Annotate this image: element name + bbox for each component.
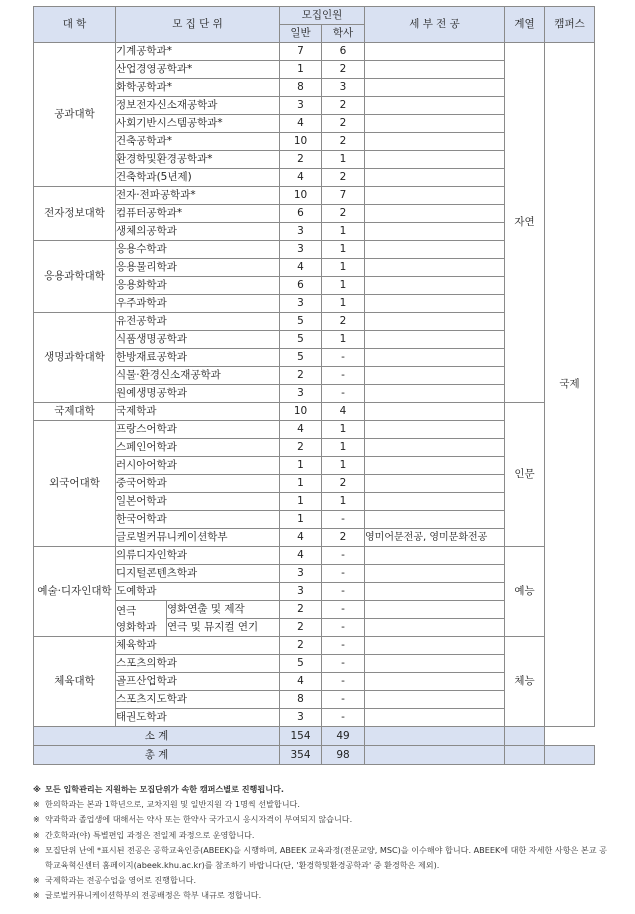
film-unit-line2: 영화학과 — [116, 620, 157, 633]
major-cell — [365, 439, 505, 457]
note-mark: ※ — [33, 799, 40, 810]
total-label: 총 계 — [34, 746, 280, 765]
major-cell — [365, 187, 505, 205]
transfer-count: 1 — [322, 493, 365, 511]
unit-name: 디지털콘텐츠학과 — [116, 565, 280, 583]
unit-name: 국제학과 — [116, 403, 280, 421]
major-cell — [365, 97, 505, 115]
transfer-count: - — [322, 547, 365, 565]
transfer-count: 1 — [322, 295, 365, 313]
college-name: 공과대학 — [34, 43, 116, 187]
total-empty — [365, 746, 505, 765]
major-cell — [365, 673, 505, 691]
transfer-count: 2 — [322, 133, 365, 151]
transfer-count: 2 — [322, 115, 365, 133]
general-count: 4 — [280, 115, 322, 133]
note-text: 글로벌커뮤니케이션학부의 전공배정은 학부 내규로 정합니다. — [45, 890, 262, 901]
transfer-count: - — [322, 583, 365, 601]
note-item — [33, 843, 613, 873]
general-count: 5 — [280, 349, 322, 367]
college-name: 예술·디자인대학 — [34, 547, 116, 637]
unit-name: 스페인어학과 — [116, 439, 280, 457]
general-count: 1 — [280, 61, 322, 79]
unit-name: 한국어학과 — [116, 511, 280, 529]
transfer-count: - — [322, 367, 365, 385]
header-college: 대 학 — [34, 7, 116, 43]
unit-name: 응용수학과 — [116, 241, 280, 259]
note-text: 한의학과는 본과 1학년으로, 교차지원 및 일반지원 각 1명씩 선발합니다. — [45, 799, 300, 810]
general-count: 4 — [280, 169, 322, 187]
unit-name: 건축공학과* — [116, 133, 280, 151]
transfer-count: - — [322, 655, 365, 673]
major-cell — [365, 349, 505, 367]
major-cell — [365, 223, 505, 241]
table-row — [34, 547, 595, 565]
unit-name: 골프산업학과 — [116, 673, 280, 691]
unit-name: 건축학과(5년제) — [116, 169, 280, 187]
major-cell — [365, 637, 505, 655]
college-name: 국제대학 — [34, 403, 116, 421]
transfer-count: 6 — [322, 43, 365, 61]
note-text: 모집단위 난에 *표시된 전공은 공학교육인증(ABEEK)을 시행하며, ABEEK 교육과정(전문교양, MSC)을 이수해야 합니다. ABEEK에 대한 자세한 사항은 본교 공학교육혁신센터 홈페이지(abeek.khu.ac.kr)를 참조하기 바랍니다(단, '환경학및환경공학과' 중 환경학은 제외). — [45, 844, 607, 870]
transfer-count: 2 — [322, 475, 365, 493]
general-count: 2 — [280, 637, 322, 655]
transfer-count: - — [322, 673, 365, 691]
unit-name: 스포츠지도학과 — [116, 691, 280, 709]
unit-name: 화학공학과* — [116, 79, 280, 97]
field-sports: 체능 — [505, 637, 545, 727]
major-cell — [365, 43, 505, 61]
general-count: 6 — [280, 277, 322, 295]
college-name: 체육대학 — [34, 637, 116, 727]
note-item — [33, 797, 613, 812]
major-cell — [365, 169, 505, 187]
transfer-count: 2 — [322, 169, 365, 187]
unit-name: 환경학및환경공학과* — [116, 151, 280, 169]
transfer-count: - — [322, 565, 365, 583]
general-count: 5 — [280, 331, 322, 349]
transfer-count: - — [322, 691, 365, 709]
general-count: 1 — [280, 457, 322, 475]
subtotal-empty — [365, 727, 505, 746]
general-count: 2 — [280, 367, 322, 385]
transfer-count: 2 — [322, 313, 365, 331]
college-name: 응용과학대학 — [34, 241, 116, 313]
total-empty-field — [505, 746, 545, 765]
unit-name: 러시아어학과 — [116, 457, 280, 475]
unit-name: 의류디자인학과 — [116, 547, 280, 565]
major-cell — [365, 205, 505, 223]
note-text: 간호학과(야) 특별편입 과정은 전일제 과정으로 운영합니다. — [45, 829, 255, 840]
total-row — [34, 746, 595, 765]
general-count: 3 — [280, 97, 322, 115]
transfer-count: 1 — [322, 151, 365, 169]
unit-name: 한방재료공학과 — [116, 349, 280, 367]
general-count: 4 — [280, 259, 322, 277]
general-count: 6 — [280, 205, 322, 223]
note-text: 국제학과는 전공수업을 영어로 진행합니다. — [45, 874, 197, 885]
note-mark: ※ — [33, 829, 40, 840]
major-cell — [365, 709, 505, 727]
general-count: 5 — [280, 313, 322, 331]
unit-name: 프랑스어학과 — [116, 421, 280, 439]
major-cell — [365, 277, 505, 295]
transfer-count: 1 — [322, 223, 365, 241]
table-header — [34, 7, 595, 43]
film-unit-line1: 연극 — [116, 604, 137, 617]
major-cell — [365, 331, 505, 349]
major-cell — [365, 241, 505, 259]
general-count: 2 — [280, 601, 322, 619]
major-cell — [365, 295, 505, 313]
unit-name: 우주과학과 — [116, 295, 280, 313]
unit-name: 생체의공학과 — [116, 223, 280, 241]
note-text: 모든 입학관리는 지원하는 모집단위가 속한 캠퍼스별로 진행됩니다. — [45, 784, 284, 794]
unit-name: 컴퓨터공학과* — [116, 205, 280, 223]
note-item — [33, 812, 613, 827]
major-cell — [365, 259, 505, 277]
unit-name: 원예생명공학과 — [116, 385, 280, 403]
table-body — [34, 43, 595, 765]
general-count: 3 — [280, 709, 322, 727]
header-general: 일반 — [280, 25, 322, 43]
transfer-count: 1 — [322, 439, 365, 457]
transfer-count: - — [322, 601, 365, 619]
general-count: 10 — [280, 133, 322, 151]
note-item — [33, 873, 613, 888]
note-item — [33, 828, 613, 843]
notes — [33, 782, 613, 903]
college-name: 전자정보대학 — [34, 187, 116, 241]
header-major: 세 부 전 공 — [365, 7, 505, 43]
transfer-count: 1 — [322, 421, 365, 439]
header-transfer: 학사 — [322, 25, 365, 43]
transfer-count: - — [322, 709, 365, 727]
major-cell — [365, 151, 505, 169]
header-campus: 캠퍼스 — [545, 7, 595, 43]
unit-name: 정보전자신소재공학과 — [116, 97, 280, 115]
transfer-count: 1 — [322, 241, 365, 259]
major-cell — [365, 691, 505, 709]
field-arts: 예능 — [505, 547, 545, 637]
unit-name: 전자·전파공학과* — [116, 187, 280, 205]
note-mark: ※ — [33, 874, 40, 885]
field-nature: 자연 — [505, 43, 545, 403]
unit-name: 유전공학과 — [116, 313, 280, 331]
major-cell — [365, 133, 505, 151]
general-count: 4 — [280, 673, 322, 691]
major-cell — [365, 547, 505, 565]
table-row — [34, 637, 595, 655]
general-count: 7 — [280, 43, 322, 61]
general-count: 2 — [280, 439, 322, 457]
film-sub-name: 영화연출 및 제작 — [167, 601, 280, 619]
transfer-count: - — [322, 349, 365, 367]
film-sub-name: 연극 및 뮤지컬 연기 — [167, 619, 280, 637]
header-field: 계열 — [505, 7, 545, 43]
subtotal-empty-field — [505, 727, 545, 746]
general-count: 1 — [280, 475, 322, 493]
note-mark: ※ — [33, 784, 41, 794]
general-count: 3 — [280, 385, 322, 403]
major-cell — [365, 115, 505, 133]
subtotal-general: 154 — [280, 727, 322, 746]
transfer-count: 3 — [322, 79, 365, 97]
college-name: 생명과학대학 — [34, 313, 116, 403]
unit-name: 식품생명공학과 — [116, 331, 280, 349]
college-name: 외국어대학 — [34, 421, 116, 547]
transfer-count: 2 — [322, 205, 365, 223]
major-cell — [365, 619, 505, 637]
transfer-count: - — [322, 385, 365, 403]
unit-name: 중국어학과 — [116, 475, 280, 493]
general-count: 2 — [280, 151, 322, 169]
general-count: 10 — [280, 187, 322, 205]
major-cell — [365, 385, 505, 403]
general-count: 3 — [280, 223, 322, 241]
transfer-count: 4 — [322, 403, 365, 421]
unit-name: 일본어학과 — [116, 493, 280, 511]
total-general: 354 — [280, 746, 322, 765]
transfer-count: 1 — [322, 457, 365, 475]
major-cell — [365, 493, 505, 511]
transfer-count: 2 — [322, 97, 365, 115]
table-row — [34, 43, 595, 61]
total-transfer: 98 — [322, 746, 365, 765]
transfer-count: 2 — [322, 61, 365, 79]
transfer-count: 2 — [322, 529, 365, 547]
subtotal-label: 소 계 — [34, 727, 280, 746]
general-count: 3 — [280, 295, 322, 313]
note-mark: ※ — [33, 890, 40, 901]
unit-name: 기계공학과* — [116, 43, 280, 61]
campus-cell: 국제 — [545, 43, 595, 727]
note-mark: ※ — [33, 844, 40, 855]
total-empty-campus — [545, 746, 595, 765]
general-count: 3 — [280, 583, 322, 601]
table-row — [34, 403, 595, 421]
note-item — [33, 888, 613, 903]
major-cell — [365, 655, 505, 673]
major-cell — [365, 601, 505, 619]
unit-name: 도예학과 — [116, 583, 280, 601]
transfer-count: 1 — [322, 277, 365, 295]
unit-name: 체육학과 — [116, 637, 280, 655]
transfer-count: 1 — [322, 331, 365, 349]
general-count: 8 — [280, 79, 322, 97]
header-unit: 모 집 단 위 — [116, 7, 280, 43]
unit-name: 스포츠의학과 — [116, 655, 280, 673]
major-cell — [365, 403, 505, 421]
transfer-count: 1 — [322, 259, 365, 277]
major-cell — [365, 421, 505, 439]
general-count: 2 — [280, 619, 322, 637]
general-count: 3 — [280, 565, 322, 583]
film-unit-name — [116, 601, 167, 637]
major-cell — [365, 61, 505, 79]
note-mark: ※ — [33, 814, 40, 825]
unit-name: 사회기반시스템공학과* — [116, 115, 280, 133]
subtotal-row — [34, 727, 595, 746]
general-count: 1 — [280, 493, 322, 511]
transfer-count: - — [322, 637, 365, 655]
general-count: 10 — [280, 403, 322, 421]
major-cell — [365, 475, 505, 493]
general-count: 3 — [280, 241, 322, 259]
unit-name: 산업경영공학과* — [116, 61, 280, 79]
major-cell — [365, 511, 505, 529]
header-quota: 모집인원 — [280, 7, 365, 25]
major-cell: 영미어문전공, 영미문화전공 — [365, 529, 505, 547]
general-count: 4 — [280, 421, 322, 439]
unit-name: 응용물리학과 — [116, 259, 280, 277]
note-text: 약과학과 졸업생에 대해서는 약사 또는 한약사 국가고시 응시자격이 부여되지 않습니다. — [45, 814, 353, 825]
general-count: 4 — [280, 529, 322, 547]
admission-quota-table — [33, 6, 595, 765]
general-count: 4 — [280, 547, 322, 565]
major-cell — [365, 565, 505, 583]
major-cell — [365, 367, 505, 385]
major-cell — [365, 79, 505, 97]
unit-name: 태권도학과 — [116, 709, 280, 727]
unit-name: 식물·환경신소재공학과 — [116, 367, 280, 385]
major-cell — [365, 457, 505, 475]
transfer-count: - — [322, 619, 365, 637]
unit-name: 글로벌커뮤니케이션학부 — [116, 529, 280, 547]
major-cell — [365, 583, 505, 601]
general-count: 5 — [280, 655, 322, 673]
note-item — [33, 782, 613, 797]
transfer-count: 7 — [322, 187, 365, 205]
general-count: 1 — [280, 511, 322, 529]
field-humanities: 인문 — [505, 403, 545, 547]
unit-name: 응용화학과 — [116, 277, 280, 295]
subtotal-transfer: 49 — [322, 727, 365, 746]
general-count: 8 — [280, 691, 322, 709]
major-cell — [365, 313, 505, 331]
transfer-count: - — [322, 511, 365, 529]
